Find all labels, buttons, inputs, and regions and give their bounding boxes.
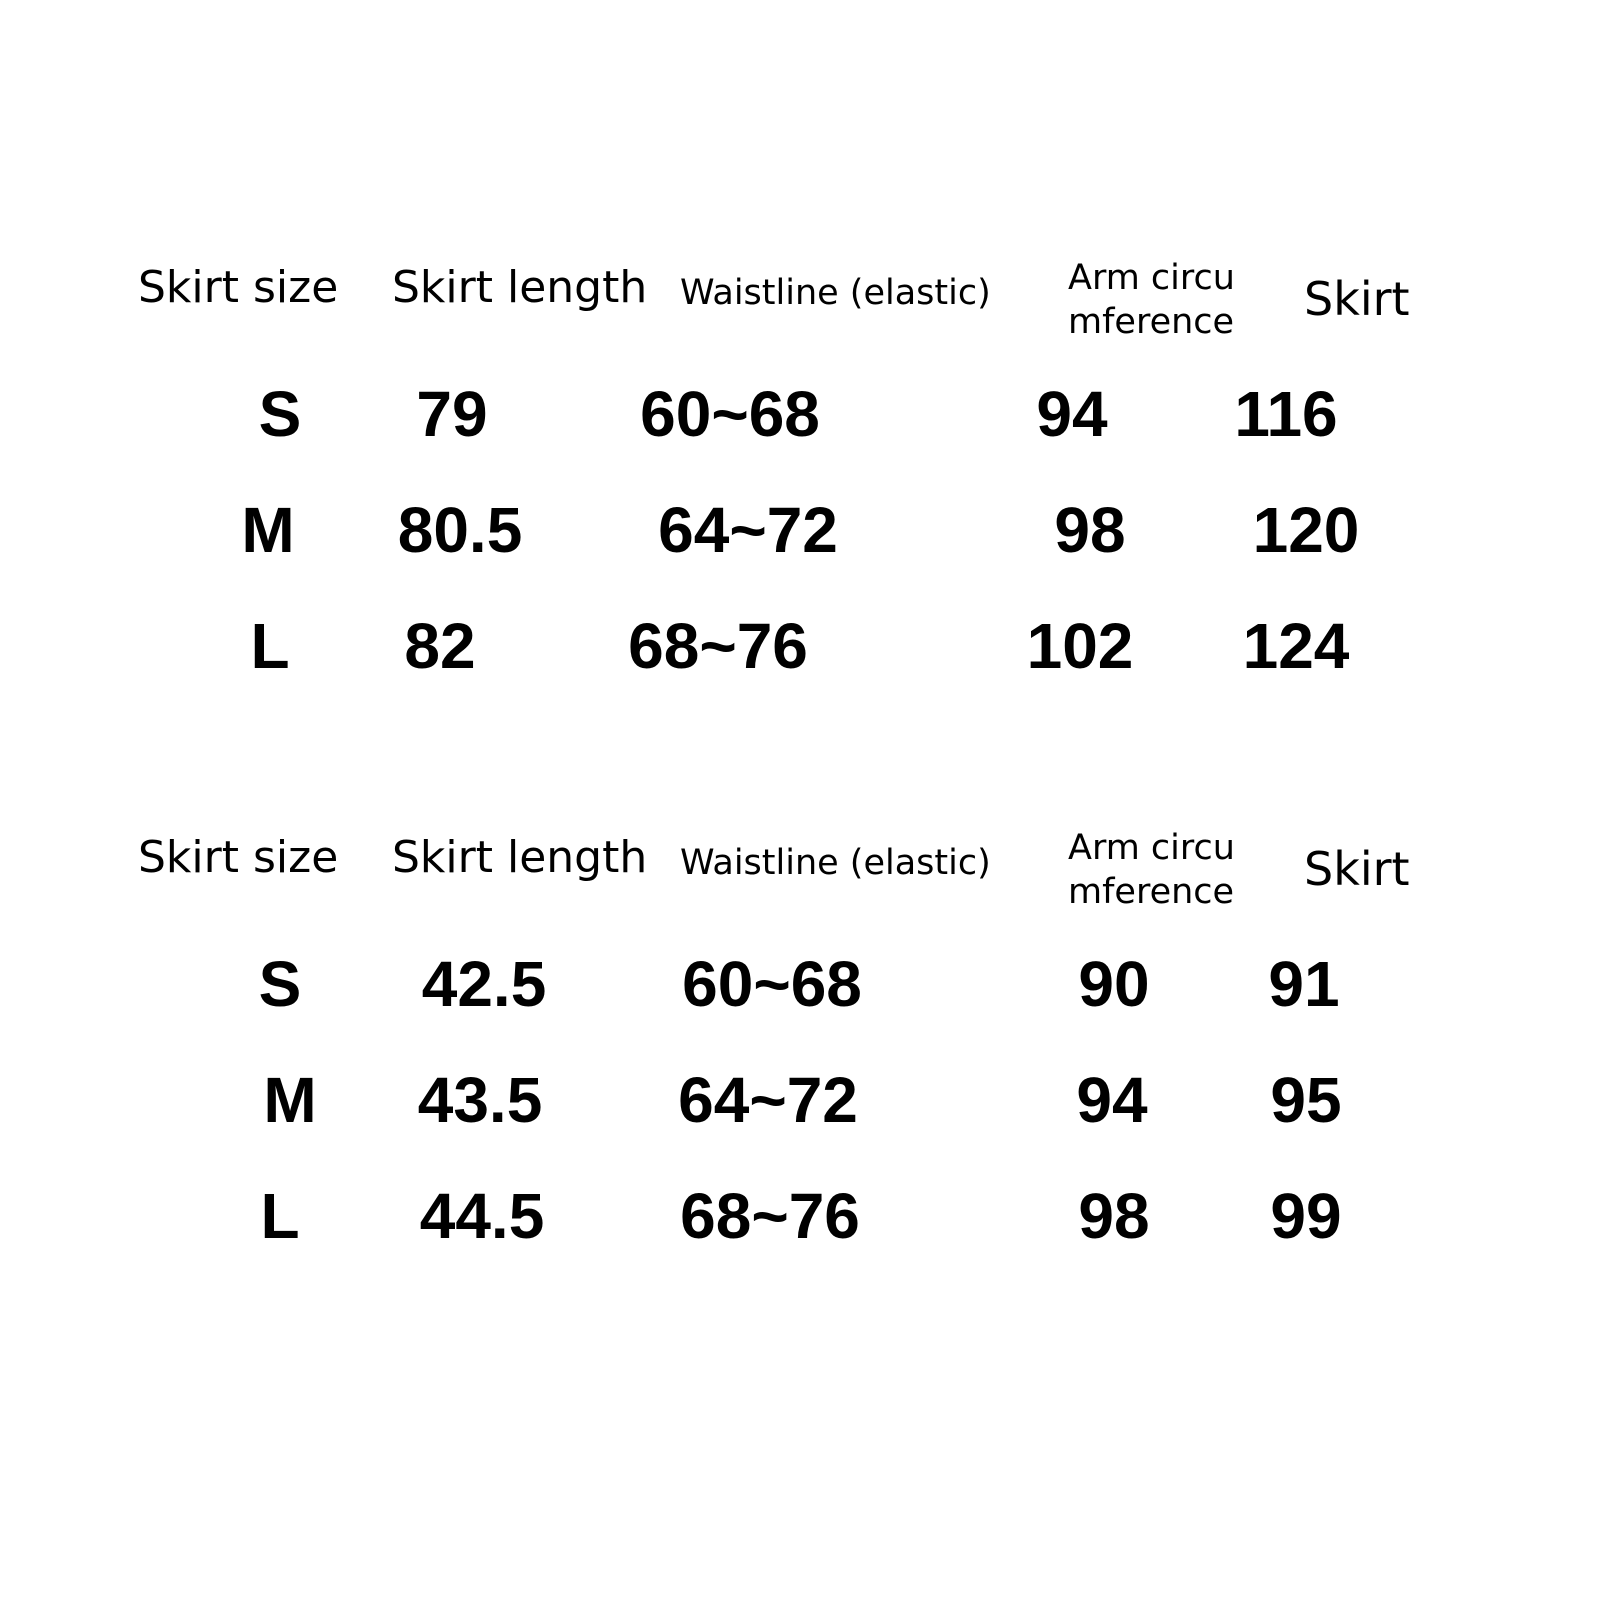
cell-arm: 98 — [1054, 494, 1126, 566]
cell-size: S — [258, 948, 302, 1020]
cell-waist: 64~72 — [678, 1064, 858, 1136]
cell-skirt: 116 — [1234, 378, 1338, 450]
cell-length: 44.5 — [419, 1180, 545, 1252]
cell-arm: 90 — [1078, 948, 1150, 1020]
cell-size: M — [241, 494, 295, 566]
cell-arm: 94 — [1076, 1064, 1148, 1136]
cell-waist: 68~76 — [628, 610, 808, 682]
header-skirt: Skirt — [1304, 842, 1410, 896]
header-arm-circumference: Arm circu mference — [1068, 828, 1235, 912]
cell-arm: 94 — [1036, 378, 1108, 450]
cell-size: L — [250, 610, 290, 682]
cell-size: S — [258, 378, 302, 450]
cell-waist: 68~76 — [680, 1180, 860, 1252]
cell-waist: 60~68 — [640, 378, 820, 450]
cell-arm: 102 — [1026, 610, 1134, 682]
header-arm-circumference: Arm circu mference — [1068, 258, 1235, 342]
header-skirt-size: Skirt size — [138, 262, 339, 313]
cell-size: L — [260, 1180, 300, 1252]
cell-skirt: 120 — [1252, 494, 1360, 566]
cell-length: 43.5 — [417, 1064, 543, 1136]
cell-length: 82 — [404, 610, 476, 682]
cell-length: 79 — [416, 378, 488, 450]
cell-skirt: 124 — [1242, 610, 1350, 682]
size-table-1 — [0, 250, 1600, 730]
cell-length: 42.5 — [421, 948, 547, 1020]
header-skirt-length: Skirt length — [392, 832, 648, 883]
cell-waist: 60~68 — [682, 948, 862, 1020]
header-skirt-size: Skirt size — [138, 832, 339, 883]
cell-length: 80.5 — [397, 494, 523, 566]
header-skirt: Skirt — [1304, 272, 1410, 326]
header-waistline: Waistline (elastic) — [680, 273, 991, 313]
header-waistline: Waistline (elastic) — [680, 843, 991, 883]
cell-skirt: 91 — [1268, 948, 1340, 1020]
cell-arm: 98 — [1078, 1180, 1150, 1252]
header-skirt-length: Skirt length — [392, 262, 648, 313]
size-table-2 — [0, 820, 1600, 1300]
cell-skirt: 99 — [1270, 1180, 1342, 1252]
cell-waist: 64~72 — [658, 494, 838, 566]
cell-skirt: 95 — [1270, 1064, 1342, 1136]
cell-size: M — [263, 1064, 317, 1136]
